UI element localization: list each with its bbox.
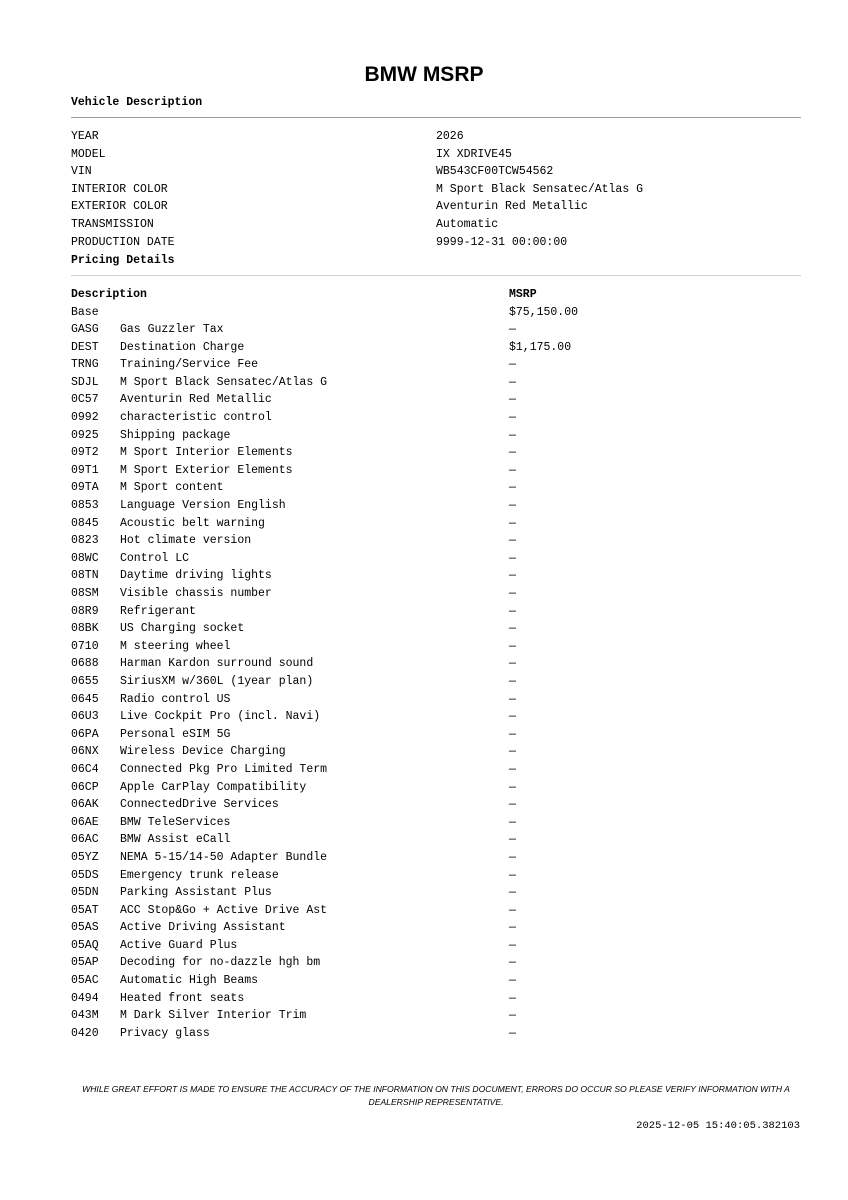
option-description: Personal eSIM 5G <box>120 727 231 741</box>
table-row <box>71 304 801 322</box>
table-row <box>71 867 801 885</box>
table-row <box>71 462 801 480</box>
option-code: 08SM <box>71 587 99 600</box>
option-description: Hot climate version <box>120 534 252 548</box>
option-description: ACC Stop&Go + Active Drive Ast <box>120 903 328 917</box>
disclaimer-text: WHILE GREAT EFFORT IS MADE TO ENSURE THE ACCURACY OF THE INFORMATION ON THIS DOCUMENT, ERRORS DO OCCUR SO PLEASE VERIFY INFORMATION WITH A DEALERSHIP REPRESENTATIVE. <box>82 1084 790 1107</box>
option-code: 08TN <box>71 569 99 583</box>
option-code: 05AT <box>71 903 99 917</box>
option-code: 05AS <box>71 921 99 935</box>
option-code: 06NX <box>71 745 99 759</box>
option-price: — <box>509 323 516 337</box>
option-price: — <box>509 551 516 565</box>
table-row <box>71 550 801 568</box>
vehicle-row-vin <box>71 163 801 181</box>
vehicle-row-year <box>71 128 801 146</box>
table-row <box>71 937 801 955</box>
option-code: 0845 <box>71 516 99 530</box>
option-code: 0925 <box>71 428 99 442</box>
option-description: Connected Pkg Pro Limited Term <box>120 762 328 776</box>
table-row <box>71 1025 801 1043</box>
vehicle-row-transmission <box>71 216 801 234</box>
option-description: Shipping package <box>120 428 231 442</box>
option-description: Wireless Device Charging <box>120 745 286 759</box>
option-description: M steering wheel <box>120 639 231 653</box>
option-code: 05AP <box>71 956 99 970</box>
option-price: — <box>509 639 516 653</box>
option-code: Base <box>71 305 99 319</box>
generated-timestamp: 2025-12-05 15:40:05.382103 <box>636 1120 800 1132</box>
option-price: — <box>509 674 516 688</box>
vehicle-description-divider <box>71 117 801 118</box>
option-code: 0C57 <box>71 393 99 407</box>
option-price: — <box>509 991 516 1005</box>
table-row <box>71 884 801 902</box>
table-row <box>71 902 801 920</box>
table-row <box>71 391 801 409</box>
option-description: US Charging socket <box>120 622 245 636</box>
pricing-table-header <box>71 286 801 304</box>
option-price: — <box>509 868 516 882</box>
option-description: M Sport Black Sensatec/Atlas G <box>120 375 328 389</box>
option-price: — <box>509 956 516 970</box>
option-description: Control LC <box>120 551 190 565</box>
vehicle-label: VIN <box>71 165 92 179</box>
option-price: — <box>509 815 516 829</box>
vehicle-value: WB543CF00TCW54562 <box>436 165 554 179</box>
option-description: Language Version English <box>120 499 286 513</box>
table-row <box>71 603 801 621</box>
vehicle-description-heading: Vehicle Description <box>71 96 203 109</box>
table-row <box>71 1007 801 1025</box>
option-description: Decoding for no-dazzle hgh bm <box>120 956 321 970</box>
table-row <box>71 691 801 709</box>
option-price: — <box>509 833 516 847</box>
option-price: — <box>509 499 516 513</box>
option-description: Emergency trunk release <box>120 868 279 882</box>
option-description: BMW Assist eCall <box>120 833 231 847</box>
table-row <box>71 761 801 779</box>
option-code: DEST <box>71 340 99 354</box>
option-description: Live Cockpit Pro (incl. Navi) <box>120 710 321 724</box>
option-description: M Dark Silver Interior Trim <box>120 1009 307 1023</box>
option-price: — <box>509 780 516 794</box>
option-price: — <box>509 974 516 988</box>
table-row <box>71 779 801 797</box>
table-row <box>71 567 801 585</box>
vehicle-label: TRANSMISSION <box>71 217 154 231</box>
table-row <box>71 972 801 990</box>
option-price: — <box>509 692 516 706</box>
vehicle-row-exterior-color <box>71 198 801 216</box>
vehicle-row-interior-color <box>71 181 801 199</box>
table-row <box>71 497 801 515</box>
option-code: 0992 <box>71 411 99 425</box>
option-description: NEMA 5-15/14-50 Adapter Bundle <box>120 850 328 864</box>
option-price: — <box>509 358 516 372</box>
option-description: Destination Charge <box>120 340 245 354</box>
option-code: 06C4 <box>71 762 99 776</box>
vehicle-row-production-date <box>71 234 801 252</box>
table-row <box>71 515 801 533</box>
table-row <box>71 673 801 691</box>
table-row <box>71 726 801 744</box>
option-code: 0645 <box>71 692 99 706</box>
table-row <box>71 919 801 937</box>
vehicle-label: PRODUCTION DATE <box>71 235 175 249</box>
table-row <box>71 708 801 726</box>
table-row <box>71 849 801 867</box>
option-price: — <box>509 921 516 935</box>
option-code: GASG <box>71 323 99 337</box>
option-description: M Sport Interior Elements <box>120 446 293 460</box>
option-code: 043M <box>71 1009 99 1023</box>
option-description: Active Guard Plus <box>120 938 238 952</box>
vehicle-description-list <box>71 128 801 251</box>
option-code: 0823 <box>71 534 99 548</box>
vehicle-value: Aventurin Red Metallic <box>436 200 588 214</box>
pricing-details-divider <box>71 275 801 276</box>
option-description: Radio control US <box>120 692 231 706</box>
option-price: — <box>509 411 516 425</box>
option-price: — <box>509 727 516 741</box>
option-description: Acoustic belt warning <box>120 516 265 530</box>
vehicle-value: 2026 <box>436 130 464 143</box>
option-code: 06CP <box>71 780 99 794</box>
option-description: Privacy glass <box>120 1026 210 1040</box>
table-row <box>71 954 801 972</box>
option-code: 08BK <box>71 622 99 636</box>
table-row <box>71 585 801 603</box>
vehicle-label: EXTERIOR COLOR <box>71 200 168 214</box>
table-row <box>71 532 801 550</box>
option-price: — <box>509 762 516 776</box>
option-price: — <box>509 481 516 495</box>
option-price: — <box>509 903 516 917</box>
option-code: 06AC <box>71 833 99 847</box>
table-row <box>71 479 801 497</box>
vehicle-value: M Sport Black Sensatec/Atlas G <box>436 182 644 196</box>
vehicle-label: INTERIOR COLOR <box>71 182 168 196</box>
option-description: Aventurin Red Metallic <box>120 393 272 407</box>
table-row <box>71 638 801 656</box>
option-price: — <box>509 657 516 671</box>
vehicle-value: Automatic <box>436 217 499 231</box>
option-code: 05DN <box>71 886 99 900</box>
option-description: ConnectedDrive Services <box>120 798 279 812</box>
column-header-description: Description <box>71 288 147 301</box>
option-code: 0655 <box>71 674 99 688</box>
option-price: — <box>509 710 516 724</box>
option-code: 0710 <box>71 639 99 653</box>
option-price: — <box>509 446 516 460</box>
option-price: $1,175.00 <box>509 340 572 354</box>
option-code: 06AK <box>71 798 99 812</box>
option-description: Training/Service Fee <box>120 358 259 372</box>
option-price: — <box>509 463 516 477</box>
option-price: — <box>509 938 516 952</box>
table-row <box>71 444 801 462</box>
option-price: — <box>509 622 516 636</box>
option-description: Visible chassis number <box>120 587 272 600</box>
option-description: BMW TeleServices <box>120 815 231 829</box>
option-price: — <box>509 516 516 530</box>
table-row <box>71 655 801 673</box>
option-code: 06U3 <box>71 710 99 724</box>
vehicle-label: MODEL <box>71 147 106 161</box>
table-row <box>71 339 801 357</box>
option-code: 05AC <box>71 974 99 988</box>
option-code: 09T2 <box>71 446 99 460</box>
table-row <box>71 814 801 832</box>
pricing-details-heading: Pricing Details <box>71 254 175 267</box>
option-code: 0420 <box>71 1026 99 1040</box>
table-row <box>71 321 801 339</box>
table-row <box>71 796 801 814</box>
table-row <box>71 427 801 445</box>
option-code: 05AQ <box>71 938 99 952</box>
option-price: $75,150.00 <box>509 305 579 319</box>
option-price: — <box>509 886 516 900</box>
table-row <box>71 374 801 392</box>
option-price: — <box>509 604 516 618</box>
pricing-table <box>71 304 801 1043</box>
option-price: — <box>509 569 516 583</box>
table-row <box>71 831 801 849</box>
vehicle-value: IX XDRIVE45 <box>436 147 512 161</box>
option-price: — <box>509 375 516 389</box>
document-title: BMW MSRP <box>364 63 484 86</box>
option-price: — <box>509 850 516 864</box>
option-description: Active Driving Assistant <box>120 921 286 935</box>
option-price: — <box>509 587 516 600</box>
option-price: — <box>509 393 516 407</box>
vehicle-label: YEAR <box>71 130 99 143</box>
option-code: 05YZ <box>71 850 99 864</box>
table-row <box>71 990 801 1008</box>
option-code: 0688 <box>71 657 99 671</box>
column-header-msrp: MSRP <box>509 288 537 301</box>
option-description: M Sport content <box>120 481 224 495</box>
vehicle-value: 9999-12-31 00:00:00 <box>436 235 568 249</box>
option-description: Daytime driving lights <box>120 569 272 583</box>
option-description: Heated front seats <box>120 991 245 1005</box>
table-row <box>71 356 801 374</box>
table-row <box>71 409 801 427</box>
option-description: Parking Assistant Plus <box>120 886 272 900</box>
option-description: Automatic High Beams <box>120 974 259 988</box>
option-code: 06PA <box>71 727 99 741</box>
option-price: — <box>509 745 516 759</box>
option-description: Refrigerant <box>120 604 196 618</box>
option-description: characteristic control <box>120 411 272 425</box>
option-code: 0853 <box>71 499 99 513</box>
table-row <box>71 620 801 638</box>
option-description: Apple CarPlay Compatibility <box>120 780 307 794</box>
option-code: 09T1 <box>71 463 99 477</box>
option-code: 09TA <box>71 481 99 495</box>
option-price: — <box>509 798 516 812</box>
option-code: 06AE <box>71 815 99 829</box>
option-code: 0494 <box>71 991 99 1005</box>
option-code: TRNG <box>71 358 99 372</box>
vehicle-row-model <box>71 146 801 164</box>
option-price: — <box>509 1009 516 1023</box>
option-price: — <box>509 534 516 548</box>
option-code: 08R9 <box>71 604 99 618</box>
option-price: — <box>509 1026 516 1040</box>
option-description: M Sport Exterior Elements <box>120 463 293 477</box>
option-description: Harman Kardon surround sound <box>120 657 314 671</box>
option-code: 05DS <box>71 868 99 882</box>
option-description: SiriusXM w/360L (1year plan) <box>120 674 314 688</box>
table-row <box>71 743 801 761</box>
option-price: — <box>509 428 516 442</box>
option-description: Gas Guzzler Tax <box>120 323 224 337</box>
option-code: SDJL <box>71 375 99 389</box>
option-code: 08WC <box>71 551 99 565</box>
